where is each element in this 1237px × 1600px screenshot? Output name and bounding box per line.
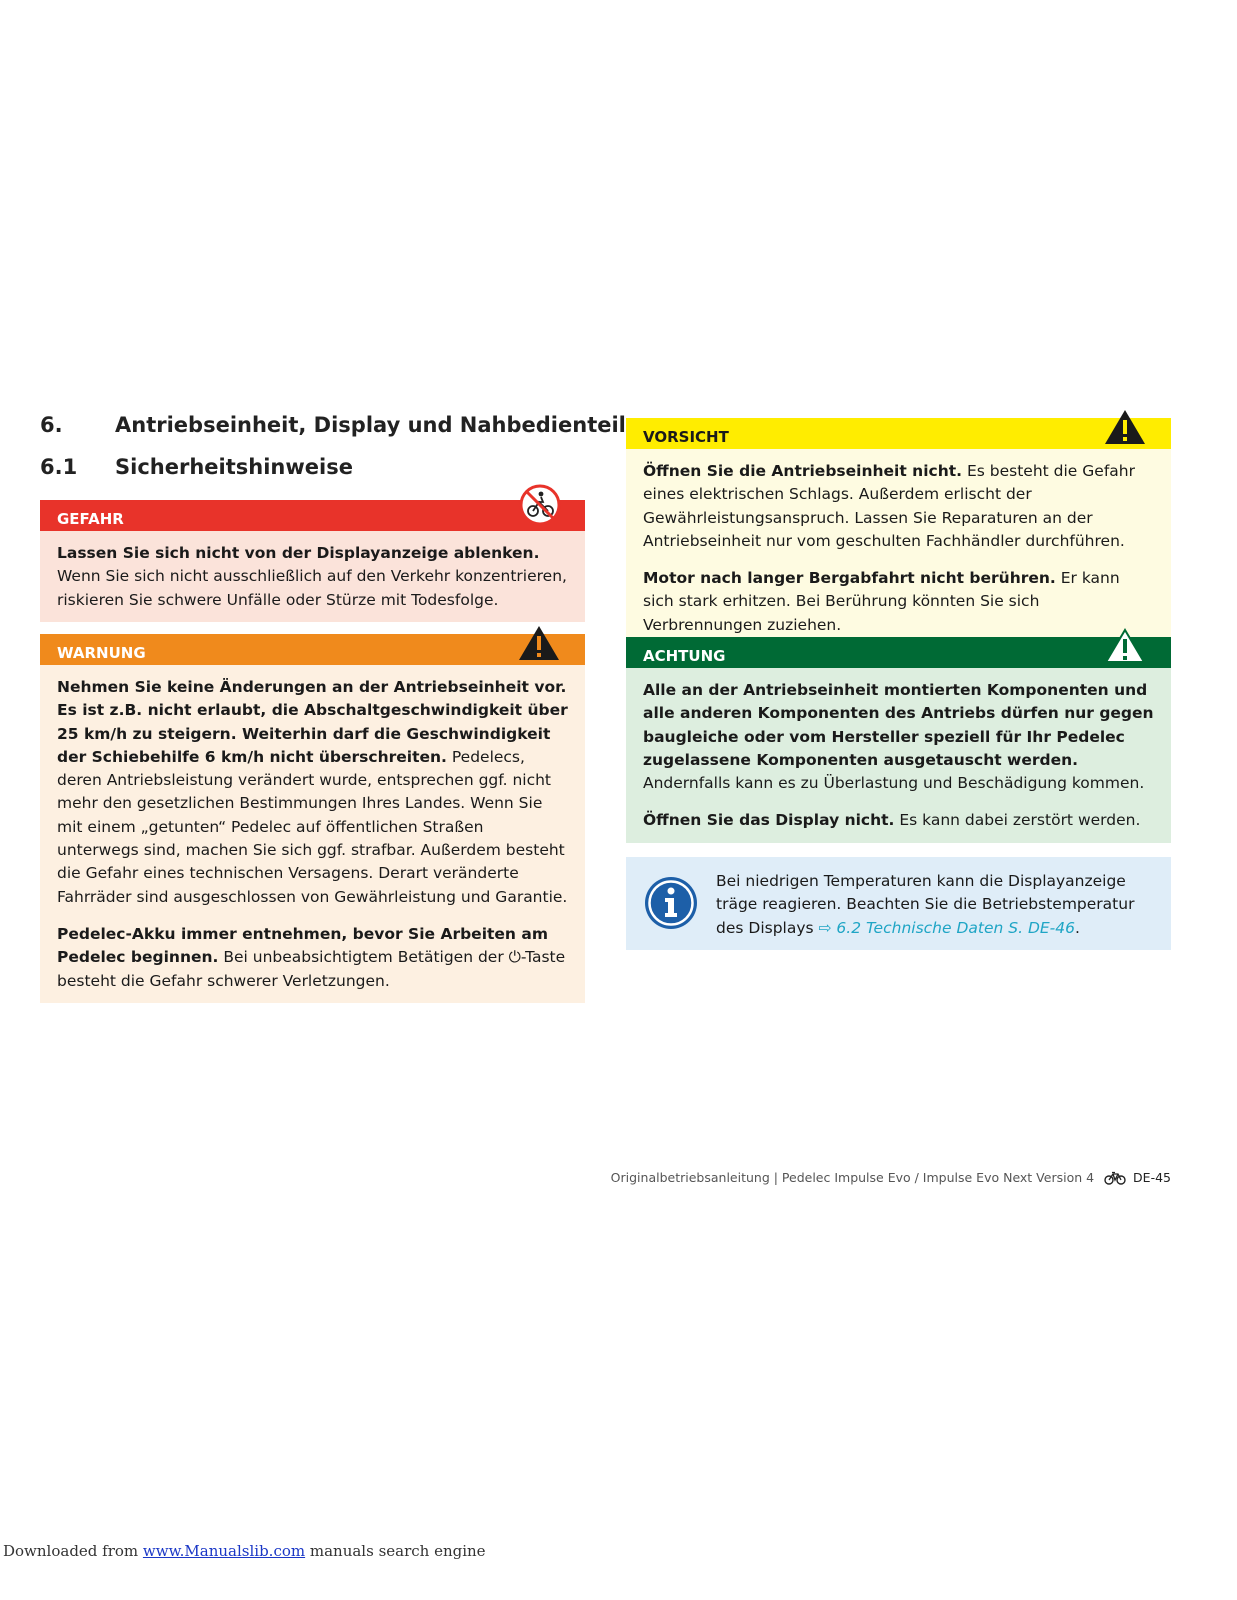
power-icon: ⏻ [508,948,521,967]
attention-text-1: Andernfalls kann es zu Überlastung und Beschädigung kommen. [643,774,1145,793]
warning-text-2b: -Taste besteht die Gefahr schwerer Verletzungen. [57,948,566,990]
warning-notice [40,634,585,1003]
info-icon [643,875,699,938]
caution-label: VORSICHT [643,428,729,446]
attention-bold-text-1: Alle an der Antriebseinheit montierten Komponenten und alle anderen Komponenten des Antriebs dürfen nur gegen baugleiche oder vom Hersteller speziell für Ihr Pedelec zugelassene Komponenten ausgetauscht werden. [643,681,1154,769]
attention-text-2: Es kann dabei zerstört werden. [894,811,1141,830]
danger-bold-text: Lassen Sie sich nicht von der Displayanzeige ablenken. [57,544,540,562]
caution-body [626,449,1171,647]
warning-triangle-icon [1103,408,1147,460]
bicycle-icon [1104,1171,1126,1188]
warning-triangle-icon [517,624,561,676]
warning-triangle-icon [1103,627,1147,679]
warning-paragraph-1 [57,676,568,909]
caution-text-1: Es besteht die Gefahr eines elektrischen Schlags. Außerdem erlischt der Gewährleistungsanspruch. Lassen Sie Reparaturen an der Antriebseinheit nur vom geschulten Fachhändler durchführen. [643,462,1135,550]
download-suffix: manuals search engine [305,1542,486,1560]
caution-header [626,418,1171,449]
danger-body [40,531,585,622]
attention-paragraph-1 [643,679,1154,795]
warning-text-2a: Bei unbeabsichtigtem Betätigen der [218,948,509,967]
caution-bold-text-2: Motor nach langer Bergabfahrt nicht berühren. [643,569,1056,588]
warning-text-1: Pedelecs, deren Antriebsleistung verändert wurde, entsprechen ggf. nicht mehr den gesetzlichen Bestimmungen Ihres Landes. Wenn Sie mit einem „getunten“ Pedelec auf öffentlichen Straßen unterwegs sind, machen Sie sich ggf. strafbar. Außerdem besteht die Gefahr eines technischen Versagens. Derart veränderte Fahrräder sind ausgeschlossen von Gewährleistung und Garantie. [57,747,568,906]
footer-text: Originalbetriebsanleitung | Pedelec Impulse Evo / Impulse Evo Next Version 4 [610,1170,1095,1185]
attention-notice [626,637,1171,843]
warning-bold-text-2: Pedelec-Akku immer entnehmen, bevor Sie Arbeiten am Pedelec beginnen. [57,924,548,967]
section-heading [40,413,626,437]
warning-body [40,665,585,1003]
attention-paragraph-2 [643,809,1154,832]
danger-label: GEFAHR [57,510,124,528]
info-trailing-text: . [1075,918,1080,937]
caution-notice [626,418,1171,647]
subsection-heading [40,455,353,479]
attention-header [626,637,1171,668]
subsection-number: 6.1 [40,455,78,479]
page-number: DE-45 [1133,1170,1171,1185]
cross-reference-link[interactable]: ⇨ 6.2 Technische Daten S. DE-46 [818,918,1075,937]
warning-paragraph-2 [57,923,568,993]
caution-bold-text-1: Öffnen Sie die Antriebseinheit nicht. [643,462,963,480]
attention-body [626,668,1171,843]
warning-header [40,634,585,665]
danger-paragraph [57,542,568,612]
warning-label: WARNUNG [57,644,146,662]
page-footer [611,1170,1171,1188]
download-notice [3,1542,486,1560]
info-text [716,870,1151,940]
info-body-text: Bei niedrigen Temperaturen kann die Displayanzeige träge reagieren. Beachten Sie die Betriebstemperatur des Displays [716,872,1135,937]
warning-bold-text-1: Nehmen Sie keine Änderungen an der Antriebseinheit vor. Es ist z.B. nicht erlaubt, die Abschaltgeschwindigkeit über 25 km/h zu steigern. Weiterhin darf die Geschwindigkeit der Schiebehilfe 6 km/h nicht überschreiten. [57,678,568,766]
subsection-title: Sicherheitshinweise [115,455,353,479]
info-notice [626,857,1171,950]
no-distraction-cyclist-icon [519,484,561,540]
attention-bold-text-2: Öffnen Sie das Display nicht. [643,811,895,830]
caution-paragraph-2 [643,567,1154,637]
section-title: Antriebseinheit, Display und Nahbedienteil [115,413,626,437]
download-prefix: Downloaded from [3,1542,143,1560]
caution-text-2: Er kann sich stark erhitzen. Bei Berührung könnten Sie sich Verbrennungen zuziehen. [643,569,1120,634]
danger-text: Wenn Sie sich nicht ausschließlich auf den Verkehr konzentrieren, riskieren Sie schwere Unfälle oder Stürze mit Todesfolge. [57,567,567,609]
attention-label: ACHTUNG [643,647,726,665]
section-number: 6. [40,413,63,437]
danger-header [40,500,585,531]
manualslib-link[interactable]: www.Manualslib.com [142,1542,306,1560]
caution-paragraph-1 [643,460,1154,553]
danger-notice [40,500,585,622]
